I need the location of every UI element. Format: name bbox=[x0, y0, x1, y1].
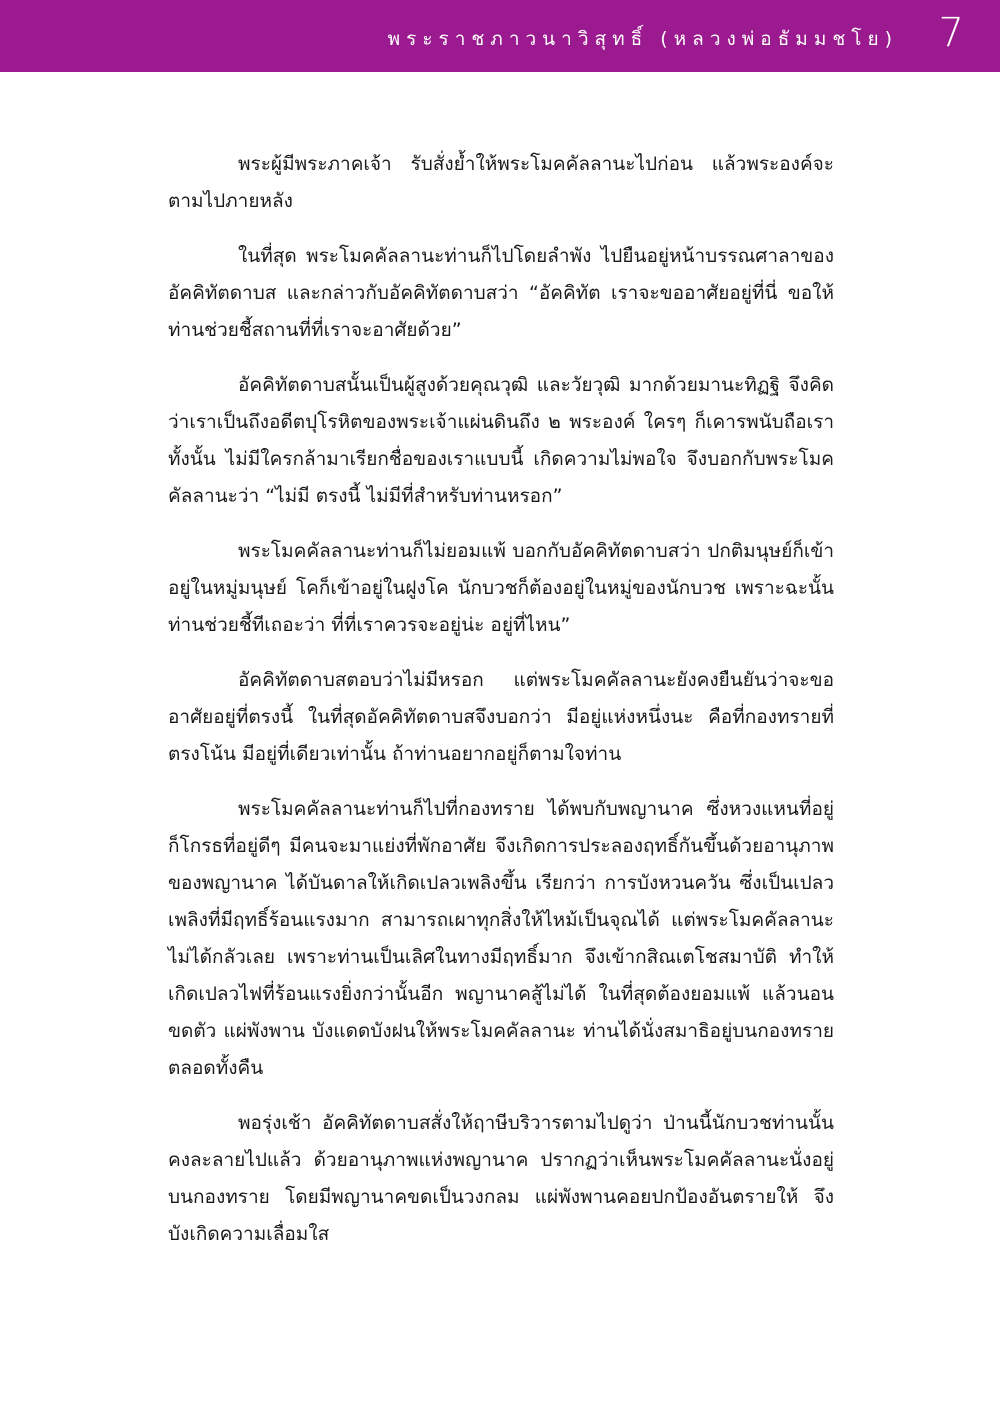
header-bar bbox=[0, 0, 1000, 72]
body-text bbox=[168, 146, 834, 1271]
paragraph: พระโมคคัลลานะท่านก็ไปที่กองทราย ได้พบกับพญานาค ซึ่งหวงแหนที่อยู่ ก็โกรธที่อยู่ดีๆ มีคนจะมาแย่งที่พักอาศัย จึงเกิดการประลองฤทธิ์กันขึ้นด้วยอานุภาพของพญานาค ได้บันดาลให้เกิดเปลวเพลิงขึ้น เรียกว่า การบังหวนควัน ซึ่งเป็นเปลวเพลิงที่มีฤทธิ์ร้อนแรงมาก สามารถเผาทุกสิ่งให้ไหม้เป็นจุณได้ แต่พระโมคคัลลานะ ไม่ได้กลัวเลย เพราะท่านเป็นเลิศในทางมีฤทธิ์มาก จึงเข้ากสิณเตโชสมาบัติ ทำให้เกิดเปลวไฟที่ร้อนแรงยิ่งกว่านั้นอีก พญานาคสู้ไม่ได้ ในที่สุดต้องยอมแพ้ แล้วนอนขดตัว แผ่พังพาน บังแดดบังฝนให้พระโมคคัลลานะ ท่านได้นั่งสมาธิอยู่บนกองทรายตลอดทั้งคืน bbox=[168, 798, 834, 1079]
paragraph: อัคคิทัตดาบสตอบว่าไม่มีหรอก แต่พระโมคคัลลานะยังคงยืนยันว่าจะขออาศัยอยู่ที่ตรงนี้ ในที่สุดอัคคิทัตดาบสจึงบอกว่า มีอยู่แห่งหนึ่งนะ คือที่กองทรายที่ตรงโน้น มีอยู่ที่เดียวเท่านั้น ถ้าท่านอยากอยู่ก็ตามใจท่าน bbox=[168, 669, 834, 765]
paragraph: พอรุ่งเช้า อัคคิทัตดาบสสั่งให้ฤาษีบริวารตามไปดูว่า ป่านนี้นักบวชท่านนั้นคงละลายไปแล้ว ด้วยอานุภาพแห่งพญานาค ปรากฏว่าเห็นพระโมคคัลลานะนั่งอยู่บนกองทราย โดยมีพญานาคขดเป็นวงกลม แผ่พังพานคอยปกป้องอันตรายให้ จึงบังเกิดความเลื่อมใส bbox=[168, 1112, 834, 1245]
page-number: 7 bbox=[938, 10, 964, 56]
paragraph: ในที่สุด พระโมคคัลลานะท่านก็ไปโดยลำพัง ไปยืนอยู่หน้าบรรณศาลาของอัคคิทัตดาบส และกล่าวกับอัคคิทัตดาบสว่า “อัคคิทัต เราจะขออาศัยอยู่ที่นี่ ขอให้ท่านช่วยชี้สถานที่ที่เราจะอาศัยด้วย” bbox=[168, 245, 834, 341]
paragraph: อัคคิทัตดาบสนั้นเป็นผู้สูงด้วยคุณวุฒิ และวัยวุฒิ มากด้วยมานะทิฏฐิ จึงคิดว่าเราเป็นถึงอดีตปุโรหิตของพระเจ้าแผ่นดินถึง ๒ พระองค์ ใครๆ ก็เคารพนับถือเราทั้งนั้น ไม่มีใครกล้ามาเรียกชื่อของเราแบบนี้ เกิดความไม่พอใจ จึงบอกกับพระโมคคัลลานะว่า “ไม่มี ตรงนี้ ไม่มีที่สำหรับท่านหรอก” bbox=[168, 374, 834, 507]
paragraph: พระโมคคัลลานะท่านก็ไม่ยอมแพ้ บอกกับอัคคิทัตดาบสว่า ปกติมนุษย์ก็เข้าอยู่ในหมู่มนุษย์ โคก็เข้าอยู่ในฝูงโค นักบวชก็ต้องอยู่ในหมู่ของนักบวช เพราะฉะนั้นท่านช่วยชี้ทีเถอะว่า ที่ที่เราควรจะอยู่น่ะ อยู่ที่ไหน” bbox=[168, 540, 834, 636]
running-header-title: พระราชภาวนาวิสุทธิ์ (หลวงพ่อธัมมชโย) bbox=[387, 28, 898, 50]
paragraph: พระผู้มีพระภาคเจ้า รับสั่งย้ำให้พระโมคคัลลานะไปก่อน แล้วพระองค์จะตามไปภายหลัง bbox=[168, 153, 834, 212]
